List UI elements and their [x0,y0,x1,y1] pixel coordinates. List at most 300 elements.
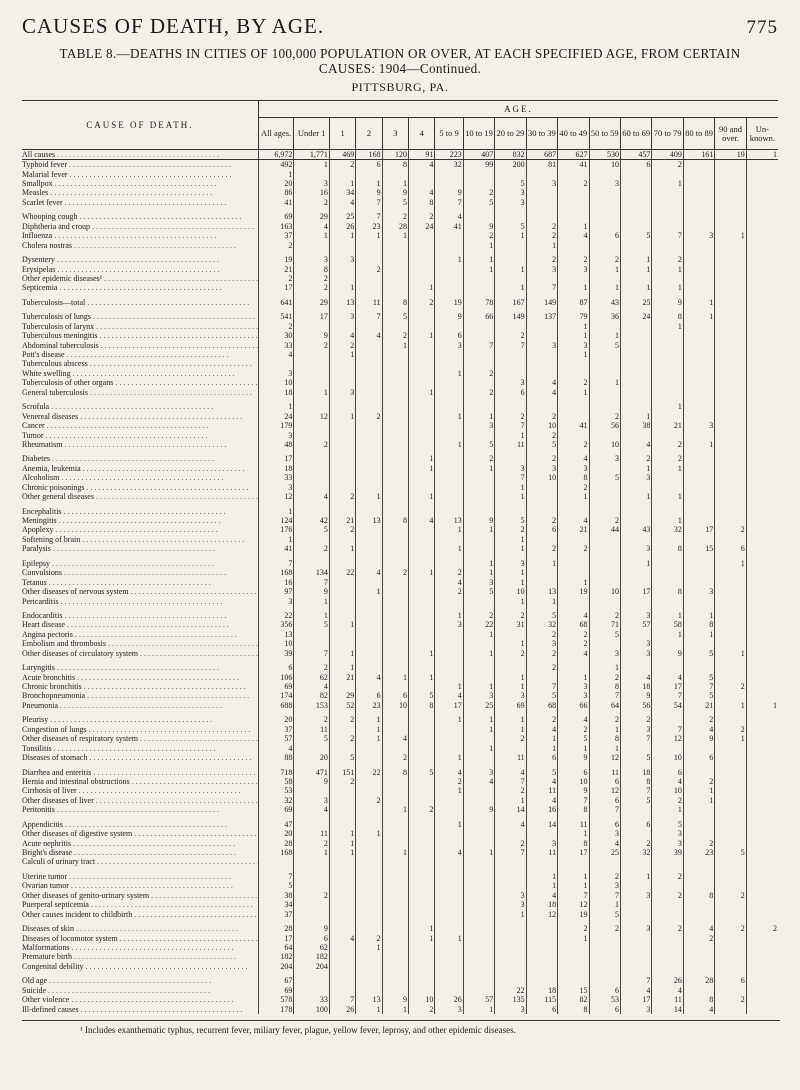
value-cell [356,858,382,867]
value-cell [715,1005,746,1014]
value-cell [652,744,683,753]
value-cell: 69 [258,213,294,222]
value-cell [409,848,435,857]
table-row [22,640,778,649]
value-cell [526,274,557,283]
value-cell: 1 [495,284,526,293]
value-cell: 20 [258,829,294,838]
value-cell [746,222,778,231]
cause-label: Encephalitis . . . [22,508,226,516]
cause-cell [22,298,258,307]
value-cell [589,934,620,943]
value-cell [746,953,778,962]
value-cell: 100 [294,1005,330,1014]
value-cell [409,953,435,962]
value-cell: 2 [526,232,557,241]
value-cell [620,630,651,639]
value-cell [746,535,778,544]
cause-label: Tonsilitis . . . [22,745,216,753]
value-cell [746,995,778,1004]
value-cell: 5 [589,910,620,919]
value-cell: 21 [258,265,294,274]
value-cell [620,170,651,179]
value-cell: 5 [294,735,330,744]
value-cell: 8 [558,1005,589,1014]
cause-cell [22,455,258,464]
value-cell [382,829,408,838]
value-cell [683,369,714,378]
value-cell: 79 [558,313,589,322]
value-cell: 1 [409,924,435,933]
value-cell [746,891,778,900]
value-cell: 2 [356,796,382,805]
table-title-line-2: CAUSES: 1904—Continued. [318,61,482,76]
value-cell: 2 [495,331,526,340]
value-cell: 134 [294,569,330,578]
cause-label: Alcoholism . . . [22,474,223,482]
cause-cell [22,848,258,857]
value-cell [746,796,778,805]
value-cell: 6 [356,160,382,170]
value-cell [683,198,714,207]
value-cell [652,640,683,649]
value-cell [715,274,746,283]
cause-cell [22,150,258,160]
value-cell [715,222,746,231]
value-cell [715,901,746,910]
value-cell: 5 [495,222,526,231]
value-cell: 1 [435,369,463,378]
table-row [22,274,778,283]
value-cell: 2 [495,735,526,744]
value-cell: 9 [652,298,683,307]
cause-label: Other diseases of genito-urinary system . . . [22,892,258,900]
value-cell [435,492,463,501]
value-cell: 1 [435,412,463,421]
value-cell [683,274,714,283]
value-cell: 1 [258,507,294,516]
value-cell: 7 [683,682,714,691]
value-cell [652,170,683,179]
value-cell [683,350,714,359]
table-row [22,753,778,762]
value-cell [382,440,408,449]
value-cell [435,735,463,744]
value-cell: 2 [620,839,651,848]
column-header: Under 1 [294,118,330,150]
value-cell: 33 [294,995,330,1004]
value-cell [715,198,746,207]
value-cell: 1 [435,255,463,264]
value-cell: 29 [294,213,330,222]
value-cell [495,934,526,943]
value-cell: 1 [683,313,714,322]
value-cell [435,474,463,483]
value-cell: 11 [652,995,683,1004]
value-cell [683,412,714,421]
table-row [22,1005,778,1014]
value-cell: 34 [258,901,294,910]
value-cell: 2 [746,924,778,933]
value-cell: 2 [558,924,589,933]
cause-label: Tuberculosis of larynx . . . [22,323,258,331]
cause-cell [22,421,258,430]
value-cell [329,630,355,639]
value-cell [435,274,463,283]
value-cell [683,331,714,340]
value-cell [589,569,620,578]
cause-label: Ill-defined causes . . . [22,1006,243,1014]
cause-label: Suicide . . . [22,987,210,995]
cause-label: Calculi of urinary tract . . . [22,858,258,866]
value-cell: 7 [558,796,589,805]
value-cell: 5 [526,611,557,620]
value-cell [746,820,778,829]
value-cell: 1 [356,179,382,188]
cause-cell [22,412,258,421]
value-cell: 161 [683,150,714,160]
cause-cell [22,274,258,283]
value-cell [382,910,408,919]
value-cell: 1 [329,839,355,848]
value-cell: 2 [558,440,589,449]
value-cell: 5 [463,198,494,207]
value-cell: 2 [409,213,435,222]
value-cell [683,535,714,544]
value-cell [294,474,330,483]
value-cell [715,839,746,848]
value-cell [329,611,355,620]
value-cell [715,934,746,943]
value-cell: 1 [558,284,589,293]
cause-cell [22,179,258,188]
value-cell [715,464,746,473]
value-cell [329,455,355,464]
value-cell: 3 [620,725,651,734]
value-cell [495,953,526,962]
table-row [22,431,778,440]
value-cell: 3 [589,179,620,188]
value-cell: 168 [258,848,294,857]
value-cell [356,421,382,430]
value-cell: 13 [356,516,382,525]
value-cell [329,578,355,587]
value-cell: 3 [589,649,620,658]
value-cell [382,388,408,397]
value-cell: 10 [258,379,294,388]
value-cell: 1 [463,265,494,274]
value-cell: 6 [715,977,746,986]
value-cell: 4 [683,1005,714,1014]
value-cell: 4 [294,492,330,501]
value-cell [683,284,714,293]
value-cell: 20 [258,716,294,725]
value-cell [715,716,746,725]
value-cell: 1 [715,701,746,710]
cause-label: Other diseases of liver . . . [22,797,258,805]
value-cell [495,255,526,264]
value-cell: 18 [258,464,294,473]
table-row [22,360,778,369]
value-cell [435,179,463,188]
value-cell: 4 [526,379,557,388]
value-cell: 6 [589,1005,620,1014]
value-cell [526,953,557,962]
value-cell [463,673,494,682]
value-cell [382,350,408,359]
value-cell: 2 [526,222,557,231]
cause-cell [22,350,258,359]
value-cell [620,578,651,587]
value-cell [463,431,494,440]
table-row [22,255,778,264]
value-cell [746,213,778,222]
value-cell: 10 [589,587,620,596]
value-cell [463,492,494,501]
value-cell [495,360,526,369]
value-cell [294,507,330,516]
value-cell: 9 [294,777,330,786]
value-cell: 2 [715,725,746,734]
cause-label: Diarrhea and enteritis . . . [22,769,255,777]
value-cell: 1 [463,255,494,264]
value-cell: 1 [652,806,683,815]
value-cell [356,986,382,995]
value-cell: 6 [589,986,620,995]
value-cell: 1 [463,744,494,753]
table-row [22,820,778,829]
value-cell: 28 [683,977,714,986]
column-header: 50 to 59 [589,118,620,150]
value-cell: 19 [715,150,746,160]
value-cell [435,350,463,359]
value-cell: 8 [589,682,620,691]
cause-cell [22,744,258,753]
cause-label: Pericarditis . . . [22,598,222,606]
table-row [22,858,778,867]
value-cell: 14 [652,1005,683,1014]
value-cell: 39 [258,649,294,658]
value-cell: 20 [294,753,330,762]
value-cell: 5 [589,341,620,350]
value-cell [746,1005,778,1014]
value-cell: 4 [329,198,355,207]
value-cell [589,977,620,986]
value-cell: 7 [620,787,651,796]
value-cell: 3 [652,839,683,848]
table-row [22,483,778,492]
cause-cell [22,474,258,483]
value-cell [382,535,408,544]
value-cell [495,403,526,412]
value-cell [526,962,557,971]
value-cell: 1 [558,350,589,359]
value-cell [329,379,355,388]
value-cell [382,379,408,388]
value-cell: 2 [526,545,557,554]
value-cell: 52 [329,701,355,710]
value-cell [409,753,435,762]
cause-label: Endocarditis . . . [22,612,226,620]
value-cell: 1 [652,630,683,639]
value-cell [746,578,778,587]
value-cell [746,806,778,815]
value-cell [329,962,355,971]
value-cell [294,483,330,492]
value-cell: 10 [558,777,589,786]
value-cell [620,388,651,397]
value-cell [329,725,355,734]
value-cell: 3 [558,682,589,691]
value-cell [715,331,746,340]
value-cell [652,412,683,421]
value-cell: 2 [526,649,557,658]
value-cell [409,744,435,753]
value-cell [435,744,463,753]
value-cell: 11 [589,768,620,777]
table-row [22,331,778,340]
value-cell [746,455,778,464]
table-row [22,701,778,710]
value-cell [382,412,408,421]
cause-cell [22,241,258,250]
value-cell [409,777,435,786]
value-cell: 38 [620,421,651,430]
value-cell: 409 [652,150,683,160]
cause-label: Other diseases of nervous system . . . [22,588,258,596]
value-cell: 2 [294,284,330,293]
value-cell [356,777,382,786]
running-head-title: CAUSES OF DEATH, BY AGE. [22,14,325,38]
value-cell [746,421,778,430]
value-cell [356,379,382,388]
value-cell: 12 [526,910,557,919]
value-cell: 6 [558,768,589,777]
value-cell [329,559,355,568]
table-row [22,977,778,986]
value-cell: 1 [558,882,589,891]
value-cell: 3 [258,483,294,492]
value-cell [558,274,589,283]
value-cell: 7 [356,198,382,207]
value-cell [652,189,683,198]
value-cell [715,170,746,179]
value-cell: 5 [329,753,355,762]
value-cell [746,322,778,331]
value-cell [409,369,435,378]
cause-label: Typhoid fever . . . [22,161,231,169]
value-cell: 1 [409,673,435,682]
value-cell: 37 [258,910,294,919]
value-cell: 6 [683,753,714,762]
value-cell: 204 [294,962,330,971]
value-cell [746,569,778,578]
value-cell [356,621,382,630]
value-cell: 58 [258,777,294,786]
value-cell [294,322,330,331]
value-cell: 3 [620,649,651,658]
value-cell [409,962,435,971]
value-cell [356,274,382,283]
value-cell: 23 [356,222,382,231]
value-cell [409,820,435,829]
value-cell [683,189,714,198]
value-cell [746,673,778,682]
table-row [22,910,778,919]
value-cell [356,464,382,473]
value-cell [589,962,620,971]
value-cell [463,474,494,483]
value-cell [746,255,778,264]
cause-cell [22,341,258,350]
value-cell [589,369,620,378]
value-cell: 2 [294,440,330,449]
value-cell: 4 [558,649,589,658]
value-cell: 13 [258,630,294,639]
value-cell [558,953,589,962]
value-cell [409,241,435,250]
cause-label: Pleurisy . . . [22,716,212,724]
value-cell [409,663,435,672]
value-cell: 1 [382,673,408,682]
cause-cell [22,924,258,933]
table-row [22,829,778,838]
value-cell: 2 [329,735,355,744]
value-cell: 1 [620,872,651,881]
cause-label: Peritonitis . . . [22,806,219,814]
value-cell: 3 [495,189,526,198]
value-cell [409,170,435,179]
value-cell [329,910,355,919]
value-cell [715,455,746,464]
cause-cell [22,858,258,867]
value-cell [294,241,330,250]
value-cell [294,872,330,881]
value-cell: 6 [356,692,382,701]
value-cell: 13 [329,298,355,307]
value-cell: 2 [526,663,557,672]
value-cell: 832 [495,150,526,160]
value-cell [495,882,526,891]
value-cell: 1 [526,559,557,568]
value-cell: 1 [435,787,463,796]
value-cell [435,977,463,986]
value-cell [329,265,355,274]
value-cell [356,578,382,587]
value-cell [589,213,620,222]
cause-label: Dysentery . . . [22,256,219,264]
cause-label: Erysipelas . . . [22,266,219,274]
cause-label: Malarial fever . . . [22,171,232,179]
value-cell: 12 [589,753,620,762]
value-cell [463,858,494,867]
cause-cell [22,640,258,649]
value-cell: 178 [258,1005,294,1014]
value-cell: 1 [435,753,463,762]
value-cell: 57 [463,995,494,1004]
value-cell: 8 [652,587,683,596]
value-cell [356,839,382,848]
value-cell: 641 [258,298,294,307]
value-cell: 2 [382,213,408,222]
value-cell [652,431,683,440]
value-cell: 91 [409,150,435,160]
value-cell [715,611,746,620]
value-cell [715,578,746,587]
value-cell: 2 [526,412,557,421]
value-cell [495,213,526,222]
cause-cell [22,578,258,587]
